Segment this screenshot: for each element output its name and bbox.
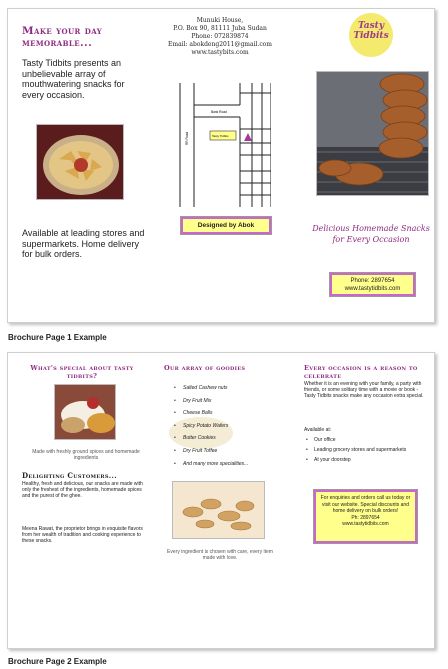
website-link[interactable]: www.tastytidbits.com (344, 286, 401, 292)
brochure-page-1 (7, 8, 435, 323)
enquiries-phone: Ph: 2897654 (351, 514, 380, 521)
tasty-tidbits-logo (349, 13, 393, 57)
goodies-item: • Salted Cashew nuts (174, 382, 284, 395)
availability-text: Available at leading stores and supermarkets. Home delivery for bulk orders. (22, 228, 145, 259)
spices-photo (54, 384, 116, 440)
address-line: P.O. Box 90, 81111 Juba Sudan (173, 25, 267, 32)
headline: Make your day memorable... (22, 25, 103, 49)
goodies-caption: Every ingredient is chosen with care, every item made with love. (167, 549, 273, 562)
map-store-label: Tasty Tidbits (212, 134, 229, 138)
nuts-photo (172, 481, 265, 539)
brochure-page-2 (7, 352, 435, 649)
chips-photo (36, 124, 124, 200)
special-heading: What's special about tasty tidbits? (30, 364, 134, 380)
outlets-list (306, 435, 430, 465)
proprietor-text: Meena Rawat, the proprietor brings in exquisite flavors from her wealth of tradition and cooking experience to these snacks. (22, 526, 143, 545)
address-line: Email: abokdeng2011@gmail.com (168, 41, 272, 48)
delighting-text: Healthy, fresh and delicious, our snacks are made with only the freshest of the ingredients, homemade spices and the purest of the ghee. (22, 481, 143, 500)
enquiries-box (314, 490, 417, 543)
designed-by-box (181, 217, 271, 234)
outlet-item: • Leading grocery stores and supermarkets (306, 445, 430, 455)
address-block (168, 17, 272, 57)
goodies-item: • Butter Cookies (174, 432, 284, 445)
enquiries-text: For enquiries and orders call us today or visit our website. Special discounts and home delivery on bulk orders! (320, 495, 411, 514)
address-line: Munuki House, (196, 17, 244, 24)
goodies-item: • Dry Fruit Toffee (174, 445, 284, 458)
logo-line1: Tasty (357, 21, 385, 31)
address-line: Phone: 072839874 (191, 33, 249, 40)
goodies-item: • Cheese Balls (174, 407, 284, 420)
map-road-left: RR Road (185, 131, 189, 145)
intro-text: Tasty Tidbits presents an unbelievable array of mouthwatering snacks for every occasion. (22, 58, 125, 100)
caption-page-2: Brochure Page 2 Example (8, 657, 107, 666)
location-map (174, 83, 271, 207)
outlet-item: • Our office (306, 435, 430, 445)
contact-box (330, 273, 415, 296)
available-at-label: Available at: (304, 427, 332, 433)
goodies-list (174, 382, 284, 470)
delighting-heading: Delighting Customers... (22, 471, 118, 480)
designed-by-text: Designed by Abok (197, 222, 255, 229)
goodies-item: • Spicy Potato Wafers (174, 420, 284, 433)
cookies-photo (316, 71, 429, 196)
logo-line2: Tidbits (353, 31, 389, 41)
map-road-top: Bank Road (211, 110, 227, 114)
caption-page-1: Brochure Page 1 Example (8, 333, 107, 342)
address-line: www.tastybits.com (191, 49, 249, 56)
goodies-item: • And many more specialities... (174, 458, 284, 471)
goodies-item: • Dry Fruit Mix (174, 395, 284, 408)
enquiries-website-link[interactable]: www.tastytidbits.com (342, 521, 389, 527)
tagline: Delicious Homemade Snacks for Every Occasion (312, 224, 430, 244)
goodies-heading: Our array of goodies (164, 364, 246, 372)
occasion-heading: Every occasion is a reason to celebrate (304, 364, 418, 380)
occasion-text: Whether it is an evening with your family, a party with friends, or some solitary time with a movie or book - Tasty Tidbits snacks make any occasion extra special. (304, 381, 424, 400)
outlet-item: • At your doorstep (306, 455, 430, 465)
phone-text: Phone: 2897654 (350, 278, 395, 284)
spices-caption: Made with freshly ground spices and homemade ingredients (32, 449, 140, 462)
